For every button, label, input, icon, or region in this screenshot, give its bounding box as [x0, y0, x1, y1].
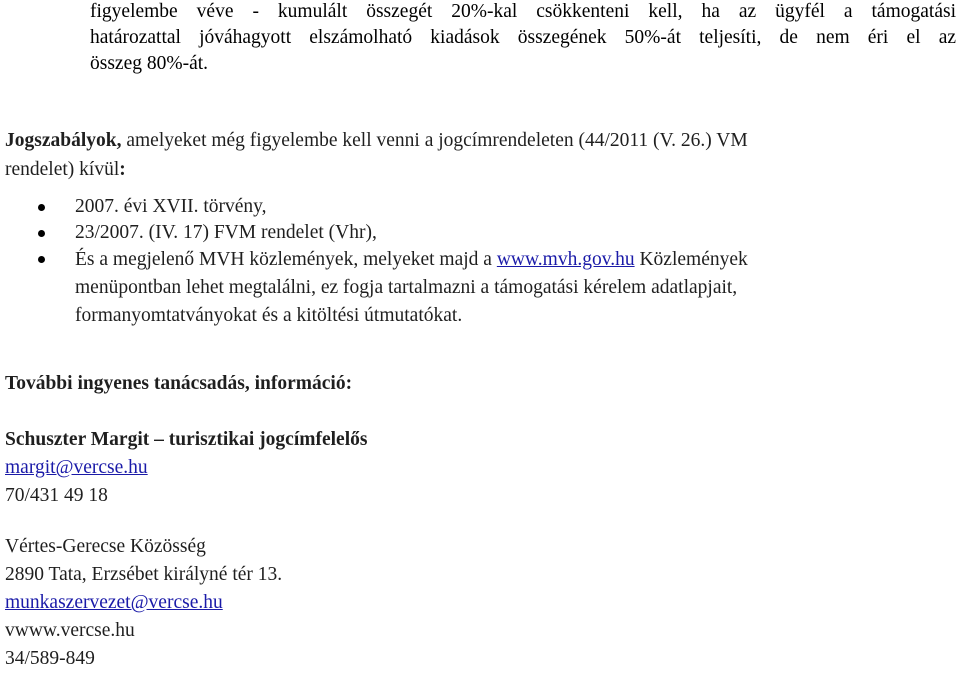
- org-phone: 34/589-849: [5, 648, 95, 669]
- list-item-text: 2007. évi XVII. törvény,: [75, 196, 267, 217]
- laws-heading-text-2: rendelet) kívül: [5, 159, 120, 180]
- laws-heading-line-2: [5, 155, 945, 184]
- org-name: Vértes-Gerecse Közösség: [5, 536, 206, 557]
- bullet-icon: [38, 256, 45, 263]
- list-item-line-2: menüpontban lehet megtalálni, ez fogja tartalmazni a támogatási kérelem adatlapjait,: [75, 277, 738, 298]
- top-paragraph: [90, 0, 956, 77]
- org-address: 2890 Tata, Erzsébet királyné tér 13.: [5, 564, 283, 585]
- list-item: [0, 246, 960, 330]
- contact-person-phone: 70/431 49 18: [5, 485, 108, 506]
- laws-bullet-list: [0, 194, 960, 330]
- laws-heading-text: amelyeket még figyelembe kell venni a jogcímrendeleten (44/2011 (V. 26.) VM: [121, 130, 748, 151]
- bullet-icon: [38, 230, 45, 237]
- laws-heading: [5, 126, 945, 184]
- contact-person-email-link[interactable]: margit@vercse.hu: [5, 457, 148, 478]
- contact-heading: További ingyenes tanácsadás, információ:: [5, 373, 353, 394]
- laws-heading-line-1: [5, 126, 945, 155]
- top-paragraph-line-1: figyelembe véve - kumulált összegét 20%-kal csökkenteni kell, ha az ügyfél a támogatási: [90, 1, 956, 22]
- spacer: [5, 510, 945, 533]
- org-website: vwww.vercse.hu: [5, 620, 135, 641]
- list-item-line-3: formanyomtatványokat és a kitöltési útmutatókat.: [75, 305, 463, 326]
- contact-person-email-row: [5, 454, 945, 482]
- list-item: [0, 194, 960, 220]
- list-item-text: És a megjelenő MVH közlemények, melyeket majd a: [75, 249, 497, 270]
- org-email-link[interactable]: munkaszervezet@vercse.hu: [5, 592, 223, 613]
- list-item: [0, 220, 960, 246]
- list-item-line-1: [75, 246, 960, 274]
- laws-heading-bold: Jogszabályok,: [5, 130, 122, 151]
- contact-person-name: Schuszter Margit – turisztikai jogcímfelelős: [5, 429, 368, 450]
- laws-heading-colon: :: [119, 159, 126, 180]
- top-paragraph-line-3: összeg 80%-át.: [90, 53, 209, 74]
- list-item-text: 23/2007. (IV. 17) FVM rendelet (Vhr),: [75, 222, 377, 243]
- org-email-row: [5, 589, 945, 617]
- bullet-icon: [38, 204, 45, 211]
- list-item-text: Közlemények: [634, 249, 748, 270]
- mvh-website-link[interactable]: www.mvh.gov.hu: [496, 249, 635, 270]
- top-paragraph-line-2: határozattal jóváhagyott elszámolható kiadások összegének 50%-át teljesíti, de nem éri el az: [90, 27, 956, 48]
- contact-section: [5, 370, 945, 673]
